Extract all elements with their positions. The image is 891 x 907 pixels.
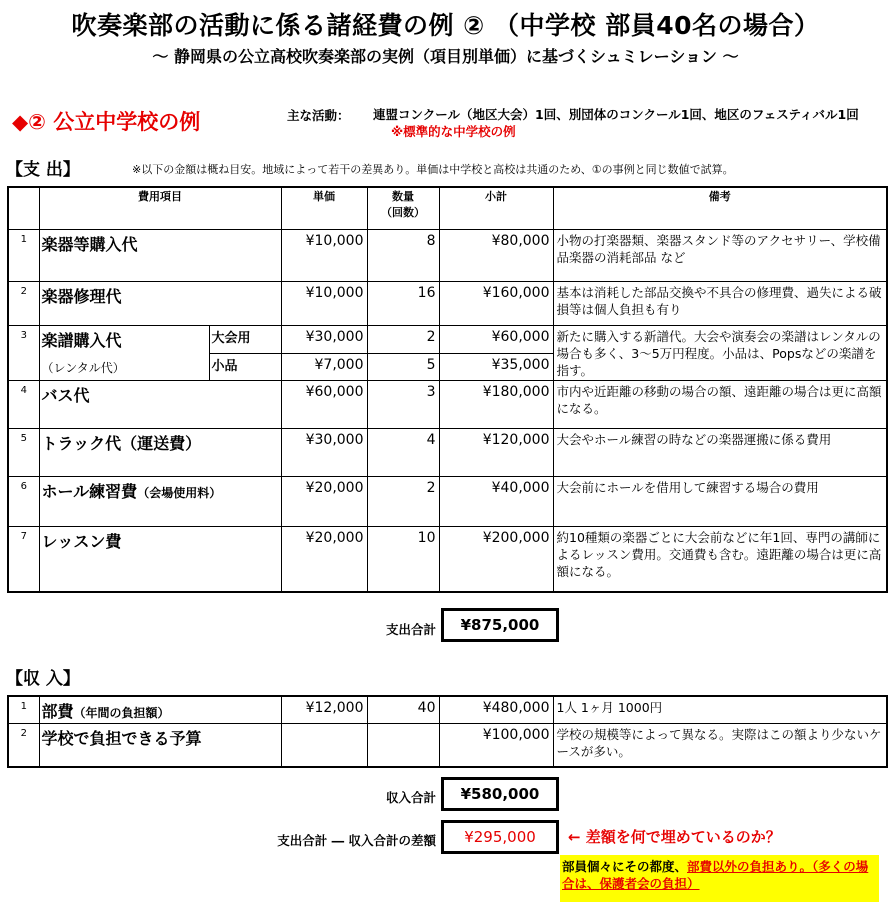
row-item: トラック代（運送費）: [39, 428, 281, 476]
row-qty: 4: [367, 428, 439, 476]
row-remarks: 基本は消耗した部品交換や不具合の修理費、過失による破損等は個人負担も有り: [553, 281, 887, 325]
difference-value: ¥295,000: [441, 820, 559, 854]
row-unit-price: ¥30,000: [281, 428, 367, 476]
row-remarks: 1人 1ヶ月 1000円: [553, 696, 887, 723]
row-unit-price: [281, 723, 367, 767]
row-remarks: 約10種類の楽器ごとに大会前などに年1回、専門の講師によるレッスン費用。交通費も含む。遠距離の場合は更に高額になる。: [553, 526, 887, 592]
row-number: 2: [8, 723, 39, 767]
header-qty: [367, 187, 439, 229]
row-subtotal: ¥60,000: [439, 325, 553, 353]
row-remarks: 新たに購入する新譜代。大会や演奏会の楽譜はレンタルの場合も多く、3～5万円程度。小品は、Popsなどの楽譜を指す。: [553, 325, 887, 380]
row-item-sub: （会場使用料）: [137, 485, 222, 500]
row-qty: [367, 723, 439, 767]
header-subtotal: 小計: [439, 187, 553, 229]
row-item: [39, 476, 281, 526]
row-number: 4: [8, 380, 39, 428]
row-remarks: 大会やホール練習の時などの楽器運搬に係る費用: [553, 428, 887, 476]
table-row: [8, 526, 887, 592]
row-subtotal: ¥40,000: [439, 476, 553, 526]
table-row: [8, 380, 887, 428]
income-total-value: ¥580,000: [441, 777, 559, 811]
table-row: [8, 723, 887, 767]
callout-text: 部員個々にその都度、: [562, 859, 688, 874]
row-remarks: 市内や近距離の移動の場合の額、遠距離の場合は更に高額になる。: [553, 380, 887, 428]
expense-heading: 【支 出】: [6, 160, 80, 180]
row-unit-price: ¥20,000: [281, 476, 367, 526]
row-number: 1: [8, 696, 39, 723]
row-item: 楽器等購入代: [39, 229, 281, 281]
row-subtotal: ¥80,000: [439, 229, 553, 281]
row-unit-price: ¥7,000: [281, 353, 367, 380]
expense-total-label: 支出合計: [385, 622, 436, 637]
row-item: バス代: [39, 380, 281, 428]
row-qty: 2: [367, 476, 439, 526]
row-item-label: 部費: [41, 702, 74, 721]
row-item-label: ホール練習費: [41, 481, 138, 501]
row-remarks: 大会前にホールを借用して練習する場合の費用: [553, 476, 887, 526]
row-subtotal: ¥120,000: [439, 428, 553, 476]
row-subcategory: 小品: [209, 353, 281, 380]
table-row: [8, 696, 887, 723]
row-qty: 8: [367, 229, 439, 281]
row-number: 7: [8, 526, 39, 592]
difference-label: 支出合計 ― 収入合計の差額: [277, 833, 436, 848]
activities-text: [373, 106, 873, 140]
header-no: [8, 187, 39, 229]
header-qty-sub: （回数）: [381, 206, 425, 219]
header-item: 費用項目: [39, 187, 281, 229]
row-number: 5: [8, 428, 39, 476]
callout-emphasis: 部費以外の負担あり。（多くの場合は、保護者会の負担）: [562, 859, 869, 891]
income-table: [7, 695, 888, 768]
page-subtitle: ～ 静岡県の公立高校吹奏楽部の実例（項目別単価）に基づくシュミレーション ～: [152, 47, 739, 66]
row-unit-price: ¥10,000: [281, 281, 367, 325]
row-qty: 2: [367, 325, 439, 353]
table-row: [8, 229, 887, 281]
row-item: 楽器修理代: [39, 281, 281, 325]
row-number: 1: [8, 229, 39, 281]
standard-note: ※標準的な中学校の例: [391, 124, 516, 139]
row-unit-price: ¥60,000: [281, 380, 367, 428]
row-number: 6: [8, 476, 39, 526]
row-qty: 40: [367, 696, 439, 723]
row-unit-price: ¥12,000: [281, 696, 367, 723]
row-item-label: 楽譜購入代: [41, 330, 122, 350]
difference-question: ← 差額を何で埋めているのか？: [568, 828, 781, 846]
page-title: 吹奏楽部の活動に係る諸経費の例 ② （中学校 部員40名の場合）: [71, 11, 820, 40]
income-total-label: 収入合計: [385, 790, 436, 805]
row-item: [39, 325, 209, 380]
expense-table: [7, 186, 888, 593]
table-row: [8, 281, 887, 325]
example-label: ◆② 公立中学校の例: [12, 110, 201, 134]
burden-callout: [560, 855, 879, 902]
row-subtotal: ¥160,000: [439, 281, 553, 325]
row-item-sub: （年間の負担額）: [73, 706, 170, 720]
row-item: 学校で負担できる予算: [39, 723, 281, 767]
row-qty: 16: [367, 281, 439, 325]
table-row: [8, 428, 887, 476]
row-subtotal: ¥200,000: [439, 526, 553, 592]
table-row: [8, 325, 887, 353]
row-remarks: 小物の打楽器類、楽器スタンド等のアクセサリー、学校備品楽器の消耗部品 など: [553, 229, 887, 281]
activities-label: 主な活動：: [287, 108, 350, 123]
row-item-sub: （レンタル代）: [41, 360, 125, 375]
header-remarks: 備考: [553, 187, 887, 229]
row-qty: 10: [367, 526, 439, 592]
row-number: 2: [8, 281, 39, 325]
row-item: レッスン費: [39, 526, 281, 592]
expense-header-row: [8, 187, 887, 229]
income-heading: 【収 入】: [6, 669, 80, 689]
row-subtotal: ¥35,000: [439, 353, 553, 380]
row-unit-price: ¥20,000: [281, 526, 367, 592]
row-qty: 3: [367, 380, 439, 428]
row-qty: 5: [367, 353, 439, 380]
row-item: [39, 696, 281, 723]
row-subtotal: ¥480,000: [439, 696, 553, 723]
row-subcategory: 大会用: [209, 325, 281, 353]
header-unit-price: 単価: [281, 187, 367, 229]
expense-total-value: ¥875,000: [441, 608, 559, 642]
row-unit-price: ¥30,000: [281, 325, 367, 353]
row-unit-price: ¥10,000: [281, 229, 367, 281]
expense-note: ※以下の金額は概ね目安。地域によって若干の差異あり。単価は中学校と高校は共通のため、①の事例と同じ数値で試算。: [132, 163, 734, 176]
row-subtotal: ¥180,000: [439, 380, 553, 428]
row-remarks: 学校の規模等によって異なる。実際はこの額より少ないケースが多い。: [553, 723, 887, 767]
row-number: 3: [8, 325, 39, 380]
row-subtotal: ¥100,000: [439, 723, 553, 767]
table-row: [8, 476, 887, 526]
activities-description: 連盟コンクール（地区大会）1回、別団体のコンクール1回、地区のフェスティバル1回: [373, 107, 859, 122]
header-qty-label: 数量: [392, 190, 414, 203]
